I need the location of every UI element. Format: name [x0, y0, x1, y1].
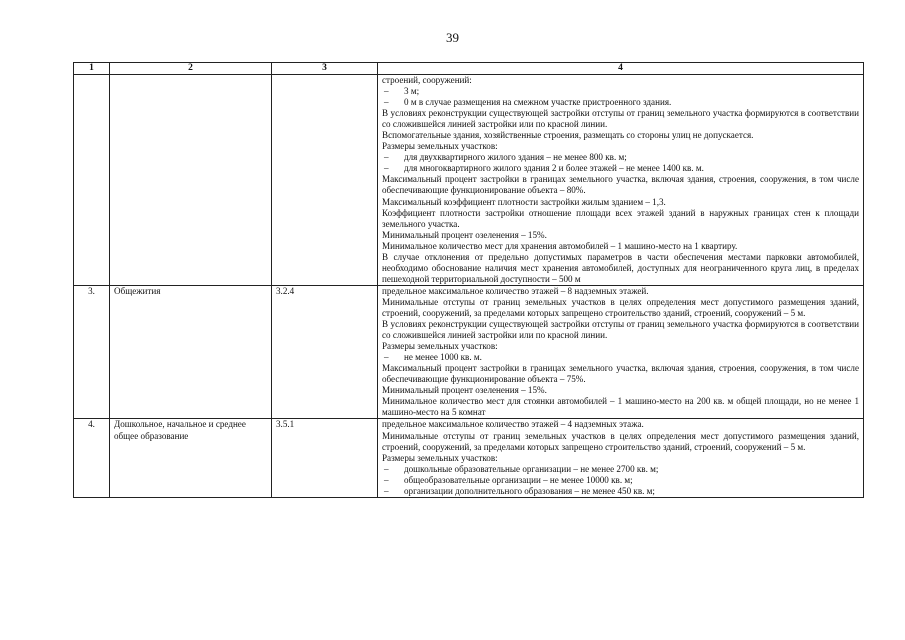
paragraph: Максимальный коэффициент плотности застройки жилым зданием – 1,3. [382, 196, 666, 207]
dash-marker: – [384, 463, 389, 474]
page-number: 39 [446, 30, 459, 45]
use-type-name-cell [110, 75, 272, 286]
row-number-cell [74, 75, 110, 286]
dash-marker: – [384, 474, 389, 485]
paragraph: Размеры земельных участков: [382, 141, 498, 152]
list-item-text: 3 м; [404, 86, 420, 97]
column-header: 1 [74, 63, 110, 75]
paragraph: Максимальный процент застройки в границах земельного участка, включая здания, строения, сооружения, в том числе обеспечивающие функционирование объекта – 75%. [382, 363, 859, 385]
list-item-text: не менее 1000 кв. м. [404, 352, 482, 363]
paragraph: Размеры земельных участков: [382, 341, 498, 352]
list-item-text: для двухквартирного жилого здания – не менее 800 кв. м; [404, 152, 627, 163]
paragraph: В случае отклонения от предельно допустимых параметров в части обеспечения местами парковки автомобилей, необходимо обоснование наличия мест хранения автомобилей, доступных для неограниченного круга лиц, в пределах пешеходной территориальной доступности – 500 м [382, 251, 859, 284]
column-header: 2 [110, 63, 272, 75]
parameters-cell [378, 75, 864, 286]
paragraph: Минимальный процент озеленения – 15%. [382, 385, 547, 396]
table-row [74, 75, 864, 286]
dash-marker: – [384, 97, 389, 108]
list-item [382, 486, 859, 497]
row-number-cell: 3. [74, 285, 110, 419]
paragraph: Минимальное количество мест для стоянки автомобилей – 1 машино-место на 200 кв. м общей площади, но не менее 1 машино-место на 5 комнат [382, 396, 859, 418]
list-item-text: для многоквартирного жилого здания 2 и более этажей – не менее 1400 кв. м. [404, 163, 704, 174]
table-row [74, 419, 864, 497]
table-header-row [74, 63, 864, 75]
use-type-name-cell: Общежития [110, 285, 272, 419]
list-item [382, 163, 859, 174]
paragraph: Минимальные отступы от границ земельных участков в целях определения мест допустимого размещения зданий, строений, сооружений, за пределами которых запрещено строительство зданий, строений, сооружений – 5 м. [382, 430, 859, 452]
use-type-code-cell: 3.5.1 [272, 419, 378, 497]
use-type-code-cell: 3.2.4 [272, 285, 378, 419]
list-item [382, 464, 859, 475]
paragraph: В условиях реконструкции существующей застройки отступы от границ земельного участка формируются в соответствии со сложившейся линией застройки или по красной линии. [382, 108, 859, 130]
list-item [382, 86, 859, 97]
list-item-text: 0 м в случае размещения на смежном участке пристроенного здания. [404, 97, 672, 108]
use-type-name-cell: Дошкольное, начальное и среднее общее образование [110, 419, 272, 497]
paragraph: Вспомогательные здания, хозяйственные строения, размещать со стороны улиц не допускается. [382, 130, 754, 141]
regulations-table [73, 62, 864, 498]
list-item-text: дошкольные образовательные организации – не менее 2700 кв. м; [404, 463, 659, 474]
table-body [74, 75, 864, 498]
paragraph: В условиях реконструкции существующей застройки отступы от границ земельного участка формируются в соответствии со сложившейся линией застройки или по красной линии. [382, 319, 859, 341]
parameters-cell [378, 419, 864, 497]
list-item [382, 475, 859, 486]
list-item-text: общеобразовательные организации – не менее 10000 кв. м; [404, 474, 633, 485]
dash-marker: – [384, 163, 389, 174]
dash-marker: – [384, 485, 389, 496]
paragraph: Коэффициент плотности застройки отношение площади всех этажей зданий в наружных границах стен к площади земельного участка. [382, 207, 859, 229]
paragraph: строений, сооружений: [382, 75, 472, 85]
paragraph: предельное максимальное количество этажей – 4 надземных этажа. [382, 419, 644, 430]
list-item [382, 97, 859, 108]
column-header: 3 [272, 63, 378, 75]
dash-marker: – [384, 86, 389, 97]
paragraph: Минимальный процент озеленения – 15%. [382, 229, 547, 240]
list-item [382, 152, 859, 163]
parameters-cell [378, 285, 864, 419]
dash-marker: – [384, 352, 389, 363]
dash-marker: – [384, 152, 389, 163]
column-header: 4 [378, 63, 864, 75]
paragraph: Минимальное количество мест для хранения автомобилей – 1 машино-место на 1 квартиру. [382, 240, 738, 251]
list-item [382, 352, 859, 363]
use-type-code-cell [272, 75, 378, 286]
paragraph: Минимальные отступы от границ земельных участков в целях определения мест допустимого размещения зданий, строений, сооружений, за пределами которых запрещено строительство зданий, строений, сооружений – 5 м. [382, 296, 859, 318]
paragraph: Максимальный процент застройки в границах земельного участка, включая здания, строения, сооружения, в том числе обеспечивающие функционирование объекта – 80%. [382, 174, 859, 196]
row-number-cell: 4. [74, 419, 110, 497]
table-row [74, 285, 864, 419]
list-item-text: организации дополнительного образования – не менее 450 кв. м; [404, 485, 655, 496]
paragraph: Размеры земельных участков: [382, 452, 498, 463]
paragraph: предельное максимальное количество этажей – 8 надземных этажей. [382, 285, 649, 296]
